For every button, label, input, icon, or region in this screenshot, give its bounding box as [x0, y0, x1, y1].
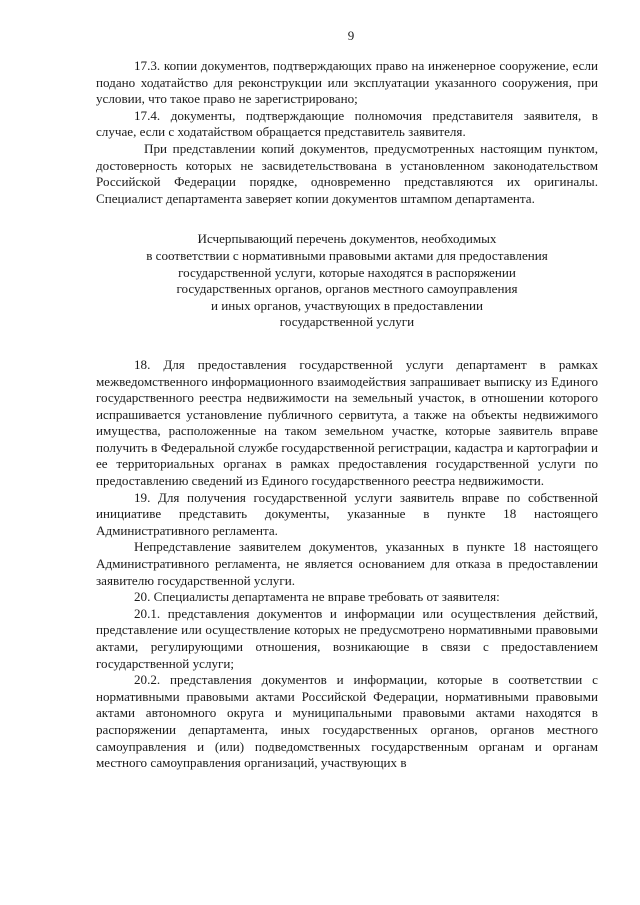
paragraph-17-4: 17.4. документы, подтверждающие полномочия представителя заявителя, в случае, если с ходатайством обращается представитель заявителя. [96, 107, 598, 140]
section-title-line: в соответствии с нормативными правовыми актами для предоставления [146, 247, 548, 263]
section-title-line: и иных органов, участвующих в предоставлении [211, 297, 483, 313]
section-title-line: государственных органов, органов местного самоуправления [176, 281, 518, 297]
paragraph-20: 20. Специалисты департамента не вправе требовать от заявителя: [134, 589, 500, 605]
paragraph-18: 18. Для предоставления государственной услуги департамент в рамках межведомственного информационного взаимодействия запрашивает выписку из Единого государственного реестра недвижимости на земельный участок, в отношении которого испрашивается установление публичного сервитута, а также на объекты недвижимого имущества, расположенные на таком земельном участке, которые заявитель вправе получить в Федеральной службе государственной регистрации, кадастра и картографии и ее территориальных органах в рамках предоставления государственной услуги по предоставлению сведений из Единого государственного реестра недвижимости. [96, 356, 598, 489]
paragraph-20-2: 20.2. представления документов и информации, которые в соответствии с нормативными правовыми актами Российской Федерации, нормативными правовыми актами автономного округа и муниципальными правовыми актами находятся в распоряжении департамента, иных государственных органов, органов местного самоуправления и (или) подведомственных государственным органам и органам местного самоуправления организаций, участвующих в [96, 672, 598, 771]
section-title [96, 231, 598, 331]
page-number: 9 [347, 28, 355, 43]
paragraph-17-3: 17.3. копии документов, подтверждающих право на инженерное сооружение, если подано ходатайство для реконструкции или эксплуатации указанного сооружения, при условии, что такое право не зарегистрировано; [96, 58, 598, 107]
section-title-line: Исчерпывающий перечень документов, необходимых [197, 231, 497, 247]
paragraph-20-1: 20.1. представления документов и информации или осуществления действий, представление или осуществление которых не предусмотрено нормативными правовыми актами, регулирующими отношения, возникающие в связи с предоставлением государственной услуги; [96, 605, 598, 671]
paragraph-19: 19. Для получения государственной услуги заявитель вправе по собственной инициативе представить документы, указанные в пункте 18 настоящего Административного регламента. [96, 489, 598, 538]
section-title-line: государственной услуги [279, 314, 415, 330]
paragraph-nonsubmission: Непредставление заявителем документов, указанных в пункте 18 настоящего Административного регламента, не является основанием для отказа в предоставлении заявителю государственной услуги. [96, 539, 598, 588]
paragraph-copies: При представлении копий документов, предусмотренных настоящим пунктом, достоверность которых не засвидетельствована в установленном законодательством Российской Федерации порядке, одновременно представляются их оригиналы. Специалист департамента заверяет копии документов штампом департамента. [96, 140, 598, 206]
section-title-line: государственной услуги, которые находятся в распоряжении [178, 264, 516, 280]
